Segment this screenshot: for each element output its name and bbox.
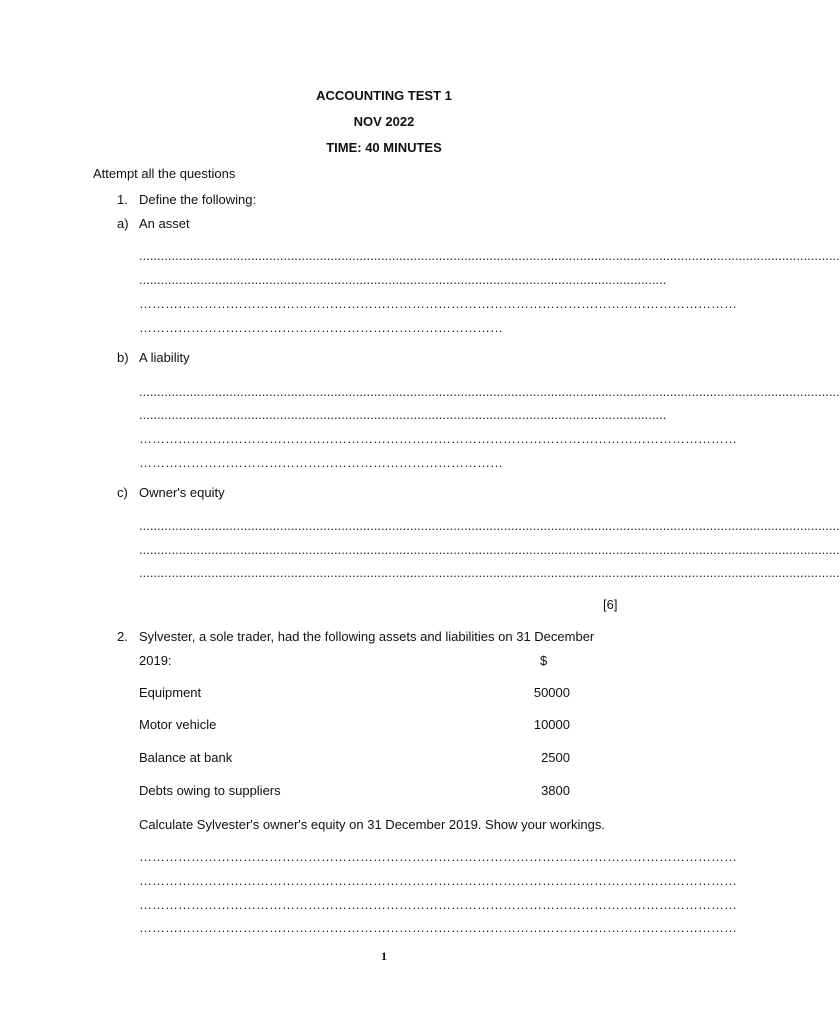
item-label: Debts owing to suppliers <box>139 783 281 798</box>
answer-line[interactable]: .................................................................................................................................................................................................. <box>139 542 840 557</box>
answer-line[interactable]: ………………………………………………………………………………………………………………………… <box>139 873 737 888</box>
item-amount: 10000 <box>533 717 570 732</box>
q2-text-line1: Sylvester, a sole trader, had the following assets and liabilities on 31 December <box>139 629 595 644</box>
instruction-text: Attempt all the questions <box>93 166 236 181</box>
item-amount: 50000 <box>533 685 570 700</box>
test-date: NOV 2022 <box>353 114 415 129</box>
q1c-text: Owner's equity <box>139 485 225 500</box>
answer-line[interactable]: ………………………………………………………………………… <box>139 320 503 335</box>
answer-line[interactable]: ………………………………………………………………………………………………………………………… <box>139 920 737 935</box>
item-amount: 3800 <box>541 783 570 798</box>
q2-question: Calculate Sylvester's owner's equity on 31 December 2019. Show your workings. <box>139 817 605 832</box>
q1-number: 1. <box>117 192 128 207</box>
answer-line[interactable]: .................................................................................................................................................................................................. <box>139 248 840 263</box>
item-label: Motor vehicle <box>139 717 217 732</box>
item-label: Balance at bank <box>139 750 233 765</box>
answer-line[interactable]: .................................................................................................................................................. <box>139 407 667 422</box>
q2-number: 2. <box>117 629 128 644</box>
q1b-text: A liability <box>139 350 190 365</box>
answer-line[interactable]: ………………………………………………………………………… <box>139 455 503 470</box>
q1c-letter: c) <box>117 485 128 500</box>
q1a-text: An asset <box>139 216 190 231</box>
q1-marks: [6] <box>603 597 618 612</box>
answer-line[interactable]: .................................................................................................................................................................................................. <box>139 384 840 399</box>
page-number: 1 <box>381 949 387 963</box>
item-label: Equipment <box>139 685 202 700</box>
answer-line[interactable]: .................................................................................................................................................................................................. <box>139 565 840 580</box>
q2-text-line2: 2019: <box>139 653 172 668</box>
answer-line[interactable]: ………………………………………………………………………………………………………………………… <box>139 849 737 864</box>
currency-header: $ <box>540 653 548 668</box>
q1b-letter: b) <box>117 350 129 365</box>
answer-line[interactable]: .................................................................................................................................................. <box>139 272 667 287</box>
answer-line[interactable]: ………………………………………………………………………………………………………………………… <box>139 431 737 446</box>
answer-line[interactable]: .................................................................................................................................................................................................. <box>139 518 840 533</box>
q1-text: Define the following: <box>139 192 257 207</box>
answer-line[interactable]: ………………………………………………………………………………………………………………………… <box>139 296 737 311</box>
test-title: ACCOUNTING TEST 1 <box>316 88 452 103</box>
test-time: TIME: 40 MINUTES <box>326 140 442 155</box>
answer-line[interactable]: ………………………………………………………………………………………………………………………… <box>139 897 737 912</box>
item-amount: 2500 <box>541 750 570 765</box>
q1a-letter: a) <box>117 216 129 231</box>
